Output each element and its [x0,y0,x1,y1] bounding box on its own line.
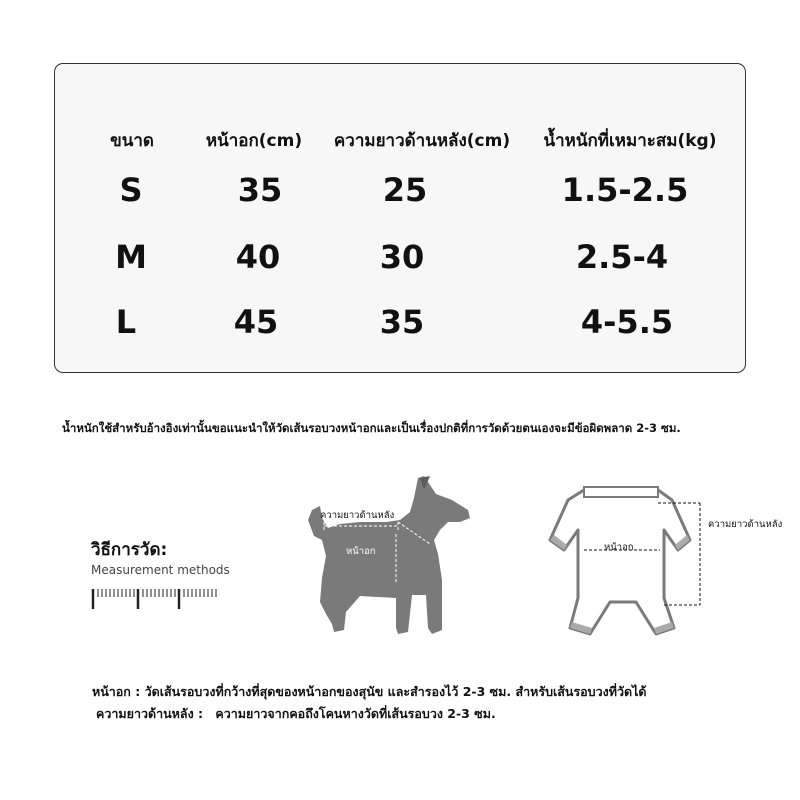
ruler-icon [91,585,221,613]
row-l-size: L [115,303,137,341]
definition-back [96,704,496,724]
method-title: วิธีการวัด: [91,540,168,560]
row-m-size: M [115,238,147,276]
header-chest: หน้าอก(cm) [205,131,303,151]
row-l-chest: 45 [233,303,279,341]
header-back-length: ความยาวด้านหลัง(cm) [333,131,511,151]
row-m-back: 30 [379,238,425,276]
row-l-weight: 4-5.5 [580,303,674,341]
dog-back-label: ความยาวด้านหลัง [320,510,395,521]
row-s-back: 25 [382,171,428,209]
definition-chest [92,682,647,702]
definition-chest-term: หน้าอก : [92,684,141,699]
shirt-outline [550,490,690,634]
definition-back-desc: ความยาวจากคอถึงโคนหางวัดที่เส้นรอบวง 2-3 ซม. [215,706,496,721]
shirt-chest-label: หน้าอก [604,542,634,553]
row-l-back: 35 [379,303,425,341]
row-m-chest: 40 [235,238,281,276]
pet-shirt-diagram [540,480,790,640]
dog-diagram [300,470,480,640]
header-weight: น้ำหนักที่เหมาะสม(kg) [543,131,717,151]
row-m-weight: 2.5-4 [575,238,669,276]
weight-note: น้ำหนักใช้สำหรับอ้างอิงเท่านั้นขอแนะนำให้วัดเส้นรอบวงหน้าอกและเป็นเรื่องปกติที่การวัดด้วยตนเองจะมีข้อผิดพลาด 2-3 ซม. [62,421,681,435]
definition-back-term: ความยาวด้านหลัง : [96,706,204,721]
row-s-chest: 35 [237,171,283,209]
header-size: ขนาด [110,131,154,151]
dog-chest-label: หน้าอก [346,546,376,557]
method-subtitle: Measurement methods [91,563,230,577]
shirt-back-label: ความยาวด้านหลัง [708,519,783,530]
row-s-weight: 1.5-2.5 [561,171,689,209]
row-s-size: S [119,171,143,209]
dog-silhouette [308,476,470,634]
definition-chest-desc: วัดเส้นรอบวงที่กว้างที่สุดของหน้าอกของสุนัข และสำรองไว้ 2-3 ซม. สำหรับเส้นรอบวงที่วัดได้ [144,684,647,699]
